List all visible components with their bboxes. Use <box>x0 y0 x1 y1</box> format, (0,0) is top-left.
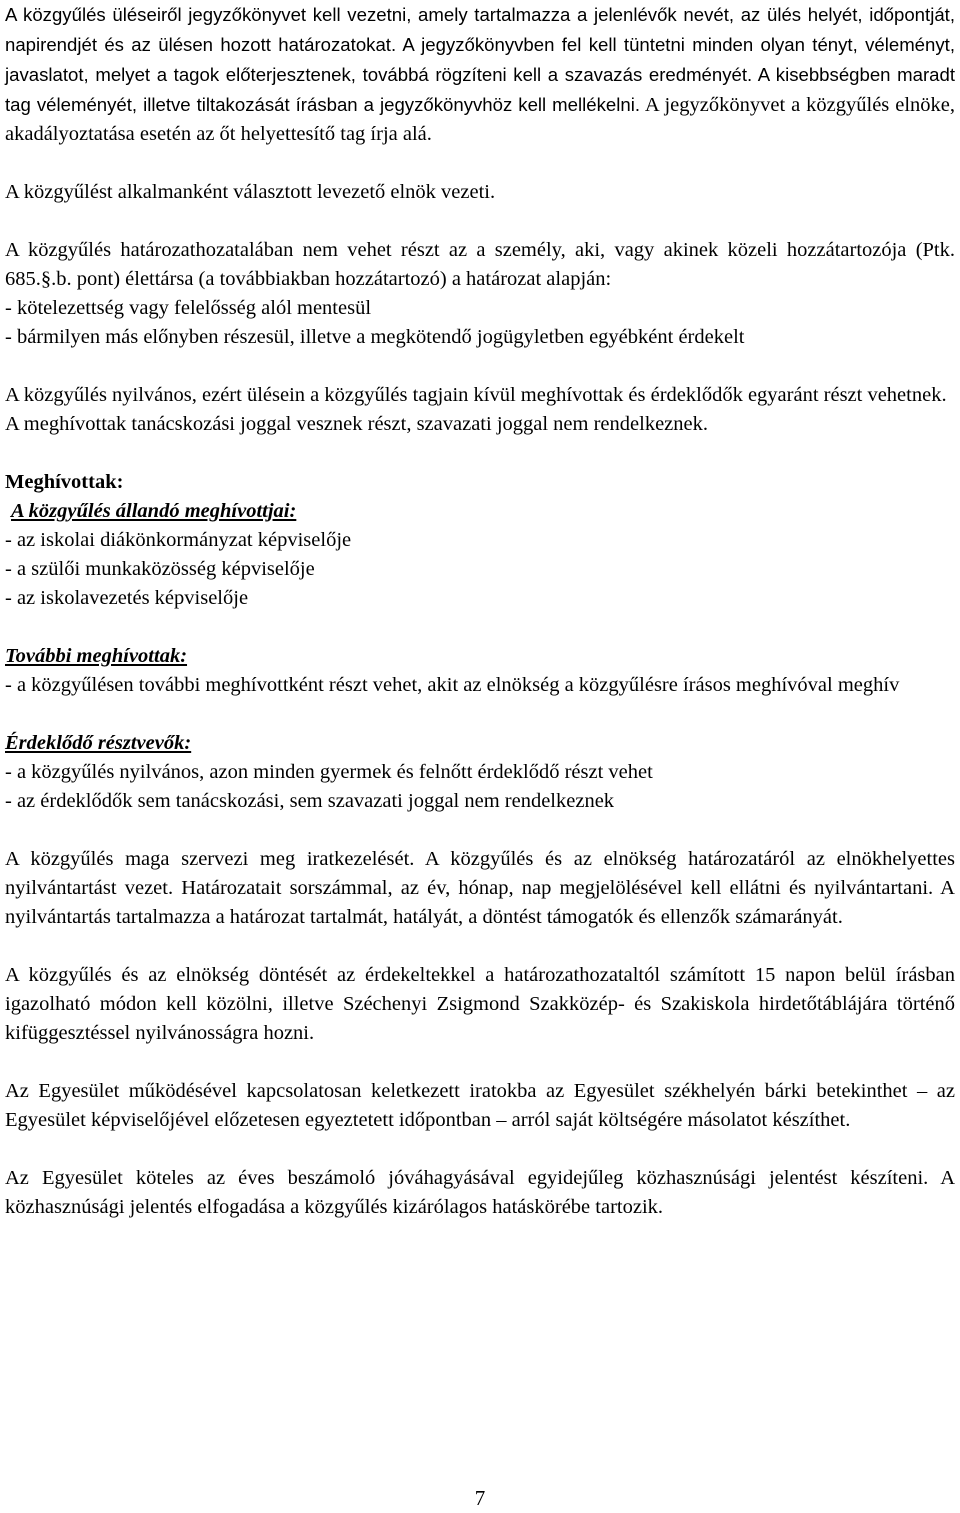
permanent-invited-item: - a szülői munkaközösség képviselője <box>5 558 315 580</box>
minutes-text-serif: A jegyzőkönyvet a közgyűlés elnöke, akadályoztatása esetén az őt helyettesítő tag írja alá. <box>5 94 956 145</box>
interested-item: - az érdeklődők sem tanácskozási, sem szavazati joggal nem rendelkeznek <box>5 790 615 812</box>
public-paragraph: A közgyűlés nyilvános, ezért ülésein a közgyűlés tagjain kívül meghívottak és érdeklődők egyaránt részt vehetnek. <box>5 384 947 406</box>
permanent-invited-heading: A közgyűlés állandó meghívottjai: <box>11 500 297 522</box>
further-invited-heading: További meghívottak: <box>5 645 188 667</box>
exclusion-paragraph: A közgyűlés határozathozatalában nem vehet részt az a személy, aki, vagy akinek közeli hozzátartozója (Ptk. 685.§.b. pont) élettársa (a továbbiakban hozzátartozó) a határozat alapján: <box>5 239 955 290</box>
report-paragraph: Az Egyesület köteles az éves beszámoló jóváhagyásával egyidejűleg közhasznúsági jelentést készíteni. A közhasznúsági jelentés elfogadása a közgyűlés kizárólagos hatáskörébe tartozik. <box>5 1167 955 1218</box>
notification-paragraph: A közgyűlés és az elnökség döntését az érdekeltekkel a határozathozataltól számított 15 napon belül írásban igazolható módon kell közölni, illetve Széchenyi Zsigmond Szakközép- és Szakiskola hirdetőtáblájára történő kifüggesztéssel nyilvánosságra hozni. <box>5 964 955 1044</box>
document-page <box>5 0 955 1222</box>
further-invited-text: - a közgyűlésen további meghívottként részt vehet, akit az elnökség a közgyűlésre írásos meghívóval meghív <box>5 674 900 696</box>
minutes-paragraph <box>5 0 955 149</box>
interested-item: - a közgyűlés nyilvános, azon minden gyermek és felnőtt érdeklődő részt vehet <box>5 761 653 783</box>
exclusion-item: - bármilyen más előnyben részesül, illetve a megkötendő jogügyletben egyébként érdekelt <box>5 326 745 348</box>
permanent-invited-item: - az iskolavezetés képviselője <box>5 587 249 609</box>
access-paragraph: Az Egyesület működésével kapcsolatosan keletkezett iratokba az Egyesület székhelyén bárki betekinthet – az Egyesület képviselőjével előzetesen egyeztetett időpontban – arról saját költségére másolatot készíthet. <box>5 1080 955 1131</box>
minutes-text-sans: A közgyűlés üléseiről jegyzőkönyvet kell vezetni, amely tartalmazza a jelenlévők nevét, az ülés helyét, időpontját, napirendjét és az ülésen hozott határozatokat. A jegyzőkönyvben fel kell tüntetni minden olyan tényt, véleményt, javaslatot, melyet a tagok előterjesztenek, továbbá rögzíteni kell a szavazás eredményét. A kisebbségben maradt tag véleményét, illetve tiltakozását írásban a jegyzőkönyvhöz kell mellékelni. <box>5 4 955 115</box>
invited-heading: Meghívottak: <box>5 471 124 493</box>
invited-rights-paragraph: A meghívottak tanácskozási joggal vesznek részt, szavazati joggal nem rendelkeznek. <box>5 413 708 435</box>
records-paragraph: A közgyűlés maga szervezi meg iratkezelését. A közgyűlés és az elnökség határozatáról az elnökhelyettes nyilvántartást vezet. Határozatait sorszámmal, az év, hónap, nap megjelölésével kell ellátni és nyilvántartani. A nyilvántartás tartalmazza a határozat tartalmát, hatályát, a döntést támogatók és ellenzők számarányát. <box>5 848 955 928</box>
page-number: 7 <box>474 1486 486 1510</box>
chair-paragraph: A közgyűlést alkalmanként választott levezető elnök vezeti. <box>5 181 496 203</box>
permanent-invited-item: - az iskolai diákönkormányzat képviselője <box>5 529 352 551</box>
exclusion-item: - kötelezettség vagy felelősség alól mentesül <box>5 297 372 319</box>
interested-heading: Érdeklődő résztvevők: <box>5 732 192 754</box>
